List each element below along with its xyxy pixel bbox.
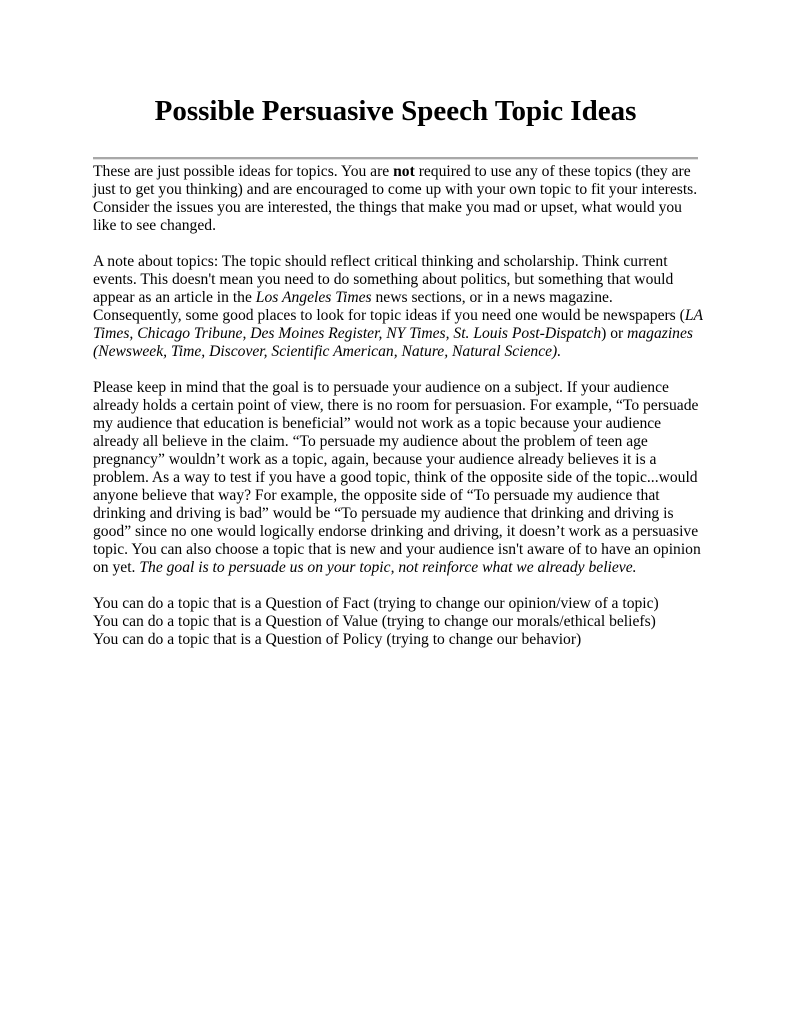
intro-emphasis: not bbox=[393, 163, 415, 180]
note-magazines-list: magazines (Newsweek, Time, Discover, Scientific American, Nature, Natural Science). bbox=[93, 325, 693, 360]
topic-type-list bbox=[93, 595, 703, 649]
document-body bbox=[93, 163, 703, 649]
note-newspaper-title: Los Angeles Times bbox=[255, 289, 372, 306]
topic-type-value: You can do a topic that is a Question of Value (trying to change our morals/ethical beliefs) bbox=[93, 613, 656, 630]
horizontal-rule bbox=[93, 157, 698, 160]
note-text-1: A note about topics: The topic should reflect critical thinking and scholarship. Think current events. This doesn't mean you need to do something about politics, but something that would appear as an article in the bbox=[93, 253, 674, 306]
note-text-3: ) or bbox=[601, 325, 628, 342]
topic-type-policy: You can do a topic that is a Question of Policy (trying to change our behavior) bbox=[93, 631, 582, 648]
page-title: Possible Persuasive Speech Topic Ideas bbox=[154, 95, 637, 127]
goal-paragraph bbox=[93, 379, 703, 577]
note-newspapers-list: LA Times, Chicago Tribune, Des Moines Register, NY Times, St. Louis Post-Dispatch bbox=[93, 307, 703, 342]
intro-text-start: These are just possible ideas for topics. You are bbox=[93, 163, 394, 180]
topic-type-fact: You can do a topic that is a Question of Fact (trying to change our opinion/view of a topic) bbox=[93, 595, 659, 612]
note-text-2: news sections, or in a news magazine. Consequently, some good places to look for topic ideas if you need one would be newspapers ( bbox=[93, 289, 685, 324]
goal-emphasis: The goal is to persuade us on your topic, not reinforce what we already believe. bbox=[139, 559, 637, 576]
intro-paragraph bbox=[93, 163, 703, 235]
intro-text-end: required to use any of these topics (they are just to get you thinking) and are encouraged to come up with your own topic to fit your interests. Consider the issues you are interested, the things that make you mad or upset, what would you like to see changed. bbox=[93, 163, 698, 234]
topic-note-paragraph bbox=[93, 253, 703, 361]
goal-text: Please keep in mind that the goal is to persuade your audience on a subject. If your audience already holds a certain point of view, there is no room for persuasion. For example, “To persuade my audience that education is beneficial” would not work as a topic because your audience already all believe in the claim. “To persuade my audience about the problem of teen age pregnancy” wouldn’t work as a topic, again, because your audience already believes it is a problem. As a way to test if you have a good topic, think of the opposite side of the topic...would anyone believe that way? For example, the opposite side of “To persuade my audience that drinking and driving is bad” would be “To persuade my audience that drinking and driving is good” since no one would logically endorse drinking and driving, it doesn’t work as a persuasive topic. You can also choose a topic that is new and your audience isn't aware of to have an opinion on yet. bbox=[93, 379, 701, 576]
